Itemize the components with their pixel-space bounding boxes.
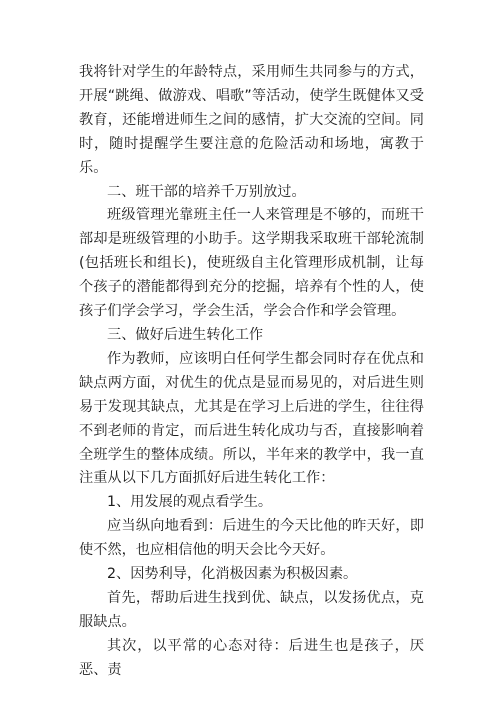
heading-underachievers: 三、做好后进生转化工作 (107, 326, 264, 343)
point-2-first: 首先，帮助后进生找到优、缺点，以发扬优点，克服缺点。 (79, 589, 424, 630)
paragraph-activities: 我将针对学生的年龄特点，采用师生共同参与的方式，开展“跳绳、做游戏、唱歌”等活动，使学生既健体又受教育，还能增进师生之间的感情，扩大交流的空间。同时，随时提醒学生要注意的危险活动和场地，寓教于乐。 (79, 64, 424, 176)
paragraph-class-management: 班级管理光靠班主任一人来管理是不够的，而班干部却是班级管理的小助手。这学期我采取班干部轮流制(包括班长和组长)，使班级自主化管理形成机制，让每个孩子的潜能都得到充分的挖掘，培养有个性的人，使孩子们学会学习，学会生活，学会合作和学会管理。 (79, 207, 424, 320)
document-body (79, 61, 424, 683)
point-1-heading: 1、用发展的观点看学生。 (107, 494, 273, 511)
point-1-text: 应当纵向地看到：后进生的今天比他的昨天好，即使不然，也应相信他的明天会比今天好。 (79, 518, 424, 559)
paragraph-teacher-view: 作为教师，应该明白任何学生都会同时存在优点和缺点两方面，对优生的优点是显而易见的，对后进生则易于发现其缺点，尤其是在学习上后进的学生，往往得不到老师的肯定，而后进生转化成功与否，直接影响着全班学生的整体成绩。所以，半年来的教学中，我一直注重从以下几方面抓好后进生转化工作： (79, 350, 424, 487)
point-2-heading: 2、因势利导，化消极因素为积极因素。 (107, 566, 358, 583)
heading-class-cadres: 二、班干部的培养千万别放过。 (107, 183, 306, 200)
point-2-second: 其次，以平常的心态对待：后进生也是孩子，厌恶、责 (79, 637, 424, 678)
